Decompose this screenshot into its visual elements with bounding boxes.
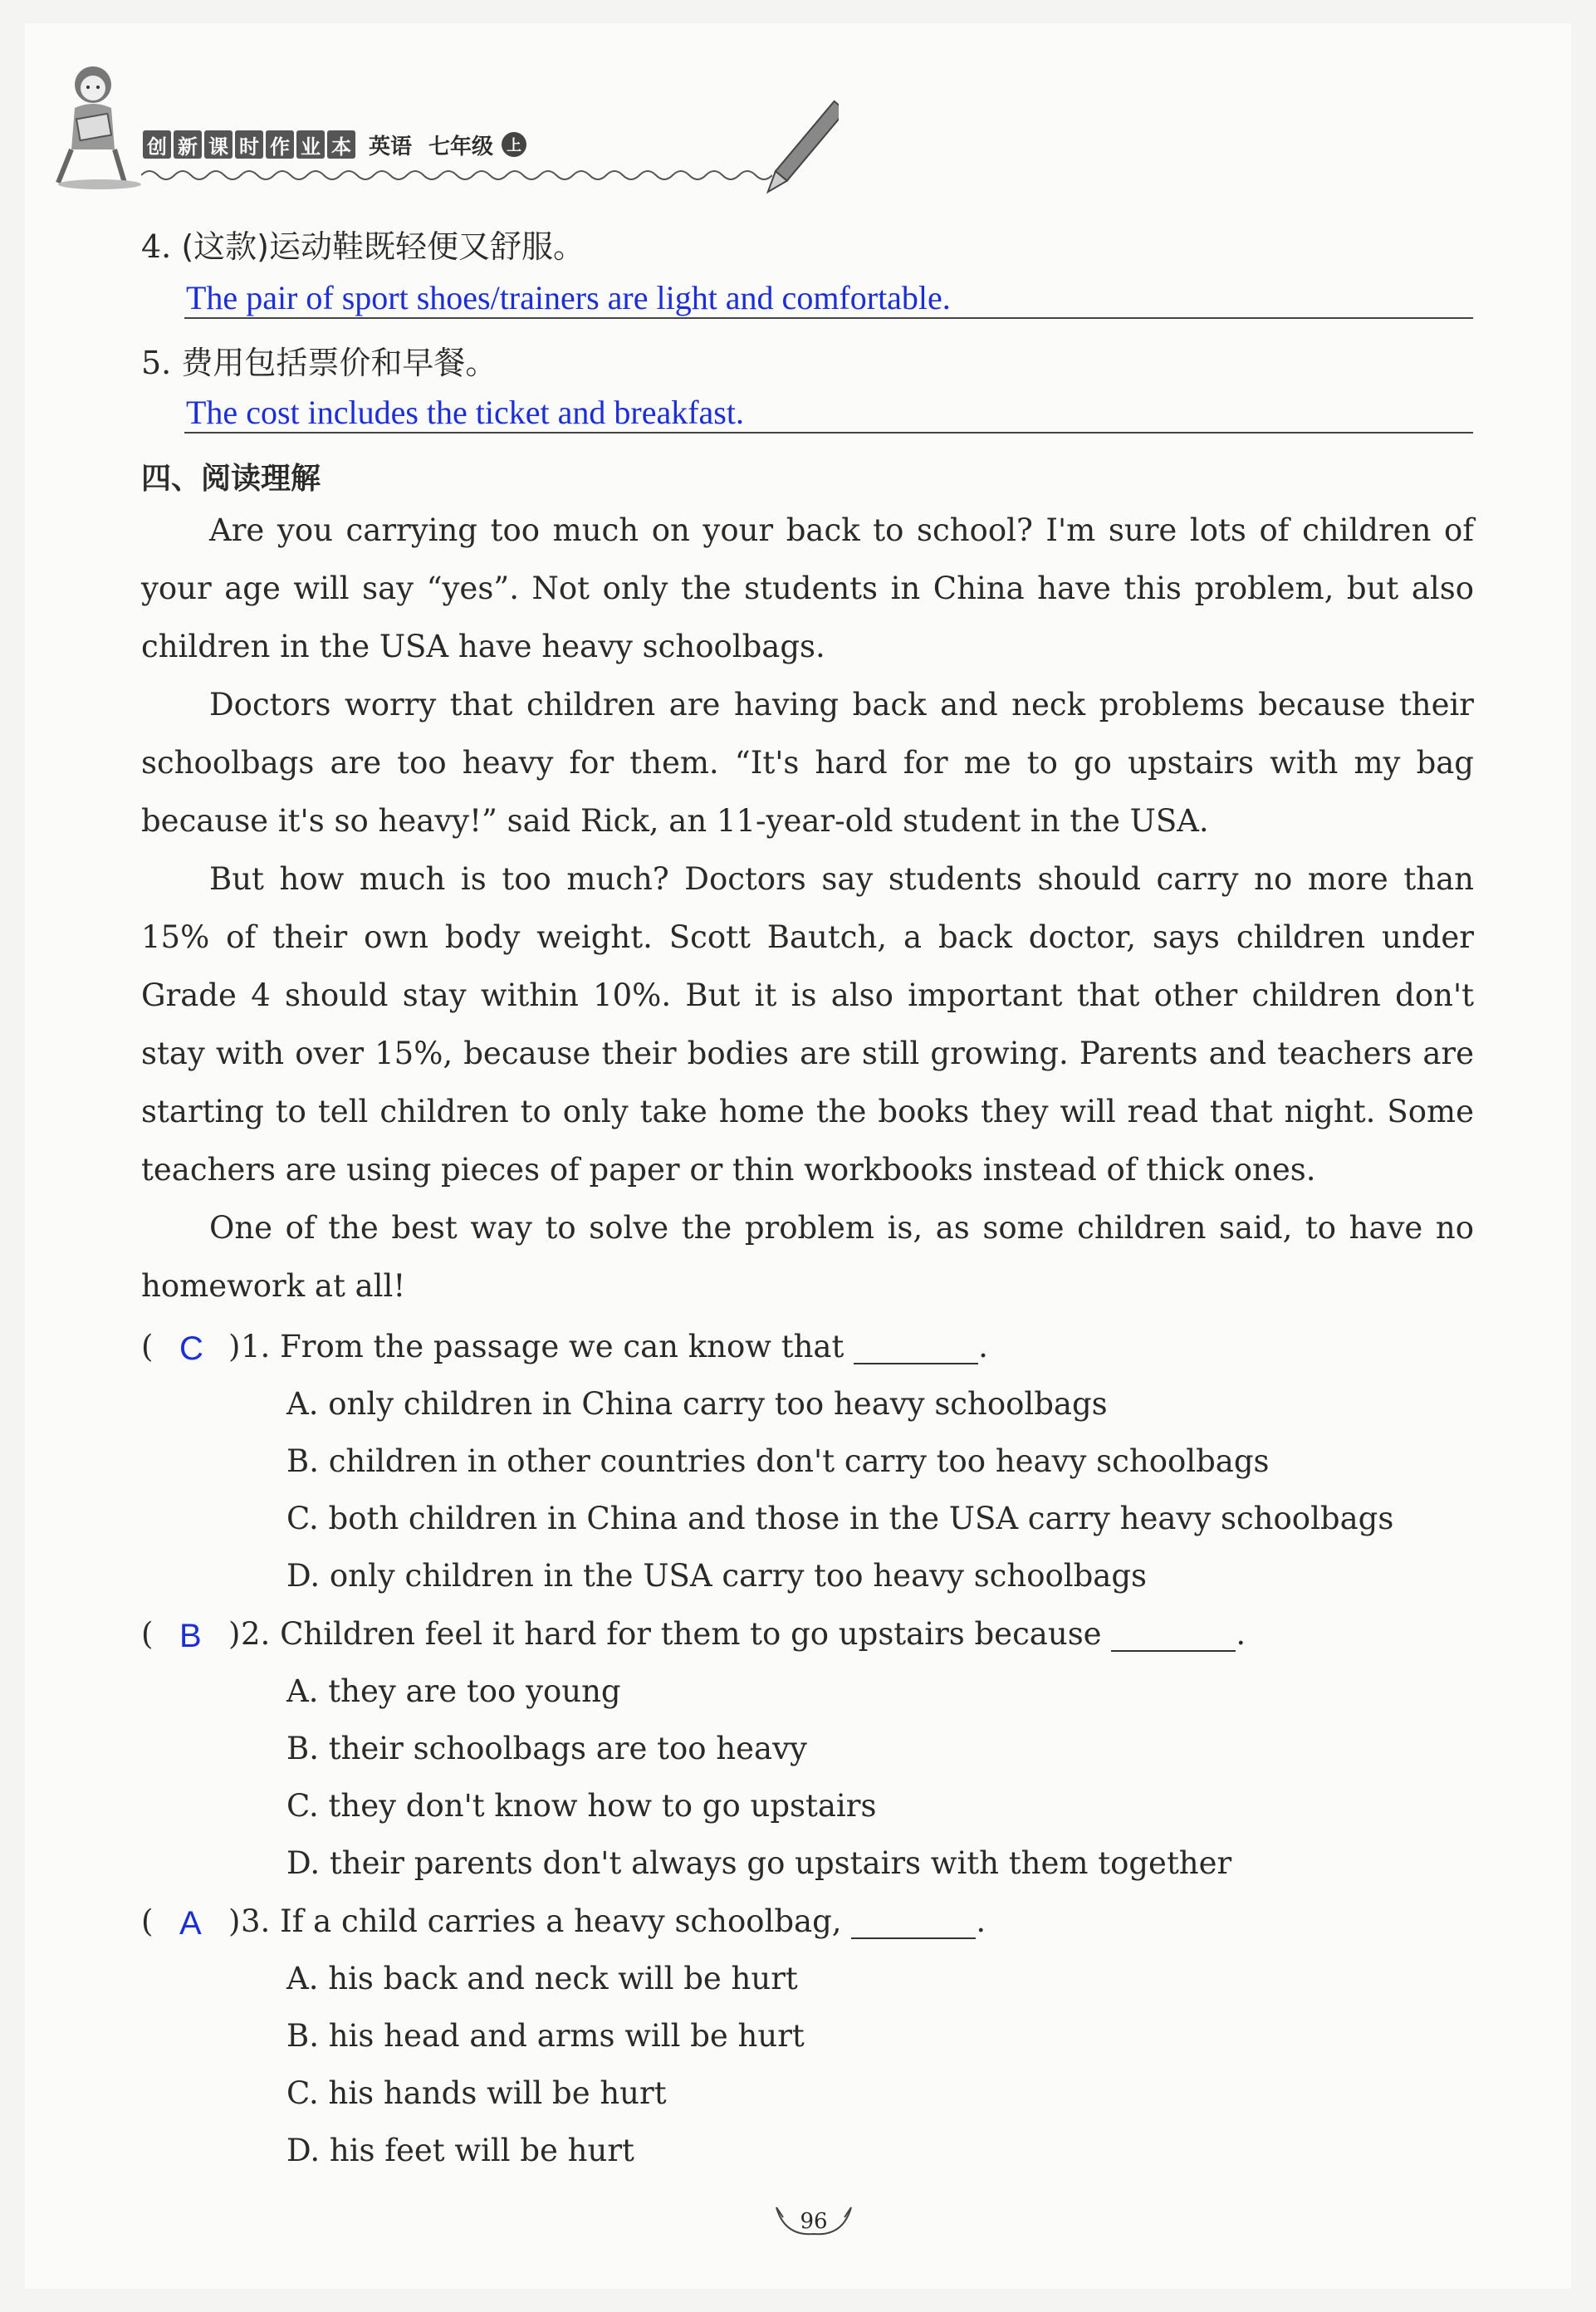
translation-item-4 — [141, 221, 585, 267]
question-number: 1. — [241, 1329, 271, 1364]
title-char: 时 — [235, 130, 263, 159]
question-number: 3. — [241, 1903, 271, 1939]
series-title — [143, 130, 355, 159]
question-number: 2. — [241, 1616, 271, 1652]
item-prompt: 费用包括票价和早餐。 — [181, 345, 497, 381]
item-prompt: (这款)运动鞋既轻便又舒服。 — [181, 228, 585, 265]
pencil-icon — [764, 91, 839, 208]
paren-open: ( — [141, 1616, 154, 1652]
reading-passage — [141, 502, 1474, 1315]
marked-answer: A — [179, 1905, 202, 1942]
paren-close: ) — [228, 1616, 241, 1652]
item-number: 5. — [141, 345, 172, 381]
paren-close: ) — [228, 1329, 241, 1364]
title-char: 新 — [174, 130, 202, 159]
answer-parentheses — [141, 1903, 241, 1942]
answer-option: A. his back and neck will be hurt — [286, 1961, 798, 1996]
handwritten-answer: The pair of sport shoes/trainers are light and comfortable. — [186, 279, 951, 316]
paren-close: ) — [228, 1903, 241, 1939]
question-stem — [141, 1329, 988, 1367]
marked-answer: B — [179, 1618, 202, 1654]
answer-blank — [854, 1335, 978, 1364]
page-header — [50, 58, 797, 199]
answer-blank — [851, 1909, 976, 1939]
answer-parentheses — [141, 1616, 241, 1652]
title-char: 业 — [296, 130, 325, 159]
passage-paragraph: One of the best way to solve the problem is, as some children said, to have no homework at all! — [141, 1210, 1474, 1304]
subject-label: 英语 — [369, 134, 413, 159]
question-text: Children feel it hard for them to go upstairs because — [280, 1616, 1102, 1652]
item-number: 4. — [141, 228, 172, 265]
answer-option: A. only children in China carry too heavy schoolbags — [286, 1386, 1108, 1422]
passage-paragraph: Doctors worry that children are having back and neck problems because their schoolbags are too heavy for them. “It's hard for me to go upstairs with my bag because it's so heavy!” said Rick, an 11-year-old student in the USA. — [141, 687, 1474, 839]
title-char: 创 — [143, 130, 171, 159]
answer-option: B. children in other countries don't carry too heavy schoolbags — [286, 1443, 1270, 1479]
answer-option: C. both children in China and those in the USA carry heavy schoolbags — [286, 1501, 1394, 1536]
answer-parentheses — [141, 1329, 241, 1367]
page-number: 96 — [800, 2209, 828, 2234]
paren-open: ( — [141, 1903, 154, 1939]
answer-option: B. his head and arms will be hurt — [286, 2018, 805, 2054]
question-text: If a child carries a heavy schoolbag, — [280, 1903, 842, 1939]
question-end: . — [976, 1903, 986, 1939]
answer-line-5 — [184, 389, 1473, 434]
question-end: . — [978, 1329, 988, 1364]
paren-open: ( — [141, 1329, 154, 1364]
answer-option: B. their schoolbags are too heavy — [286, 1731, 807, 1766]
question-text: From the passage we can know that — [280, 1329, 845, 1364]
question-stem — [141, 1903, 986, 1942]
grade-label: 七年级 — [428, 134, 494, 159]
volume-badge: 上 — [502, 132, 526, 157]
title-char: 课 — [204, 130, 233, 159]
answer-option: C. they don't know how to go upstairs — [286, 1788, 877, 1824]
passage-paragraph: But how much is too much? Doctors say students should carry no more than 15% of their own body weight. Scott Bautch, a back doctor, says children under Grade 4 should stay within 10%. But it is also important that other children don't stay with over 15%, because their bodies are still growing. Parents and teachers are starting to tell children to only take home the books they will read that night. Some teachers are using pieces of paper or thin workbooks instead of thick ones. — [141, 861, 1474, 1188]
question-stem — [141, 1616, 1246, 1652]
translation-item-5 — [141, 337, 497, 383]
title-char: 作 — [266, 130, 294, 159]
answer-option: C. his hands will be hurt — [286, 2075, 667, 2111]
question-end: . — [1236, 1616, 1246, 1652]
reading-girl-icon — [50, 58, 149, 191]
header-wave-divider — [141, 163, 772, 188]
answer-blank — [1111, 1622, 1236, 1652]
passage-paragraph: Are you carrying too much on your back to school? I'm sure lots of children of your age will say “yes”. Not only the students in China have this problem, but also children in the USA have heavy schoolbags. — [141, 512, 1474, 664]
answer-option: D. his feet will be hurt — [286, 2133, 634, 2168]
answer-option: A. they are too young — [286, 1673, 621, 1709]
title-char: 本 — [327, 130, 355, 159]
handwritten-answer: The cost includes the ticket and breakfast. — [186, 394, 744, 431]
answer-line-4 — [184, 274, 1473, 319]
marked-answer: C — [179, 1330, 203, 1367]
answer-option: D. their parents don't always go upstairs with them together — [286, 1845, 1232, 1881]
answer-option: D. only children in the USA carry too heavy schoolbags — [286, 1558, 1148, 1594]
book-title — [143, 125, 526, 164]
section-title: 四、阅读理解 — [141, 462, 321, 496]
